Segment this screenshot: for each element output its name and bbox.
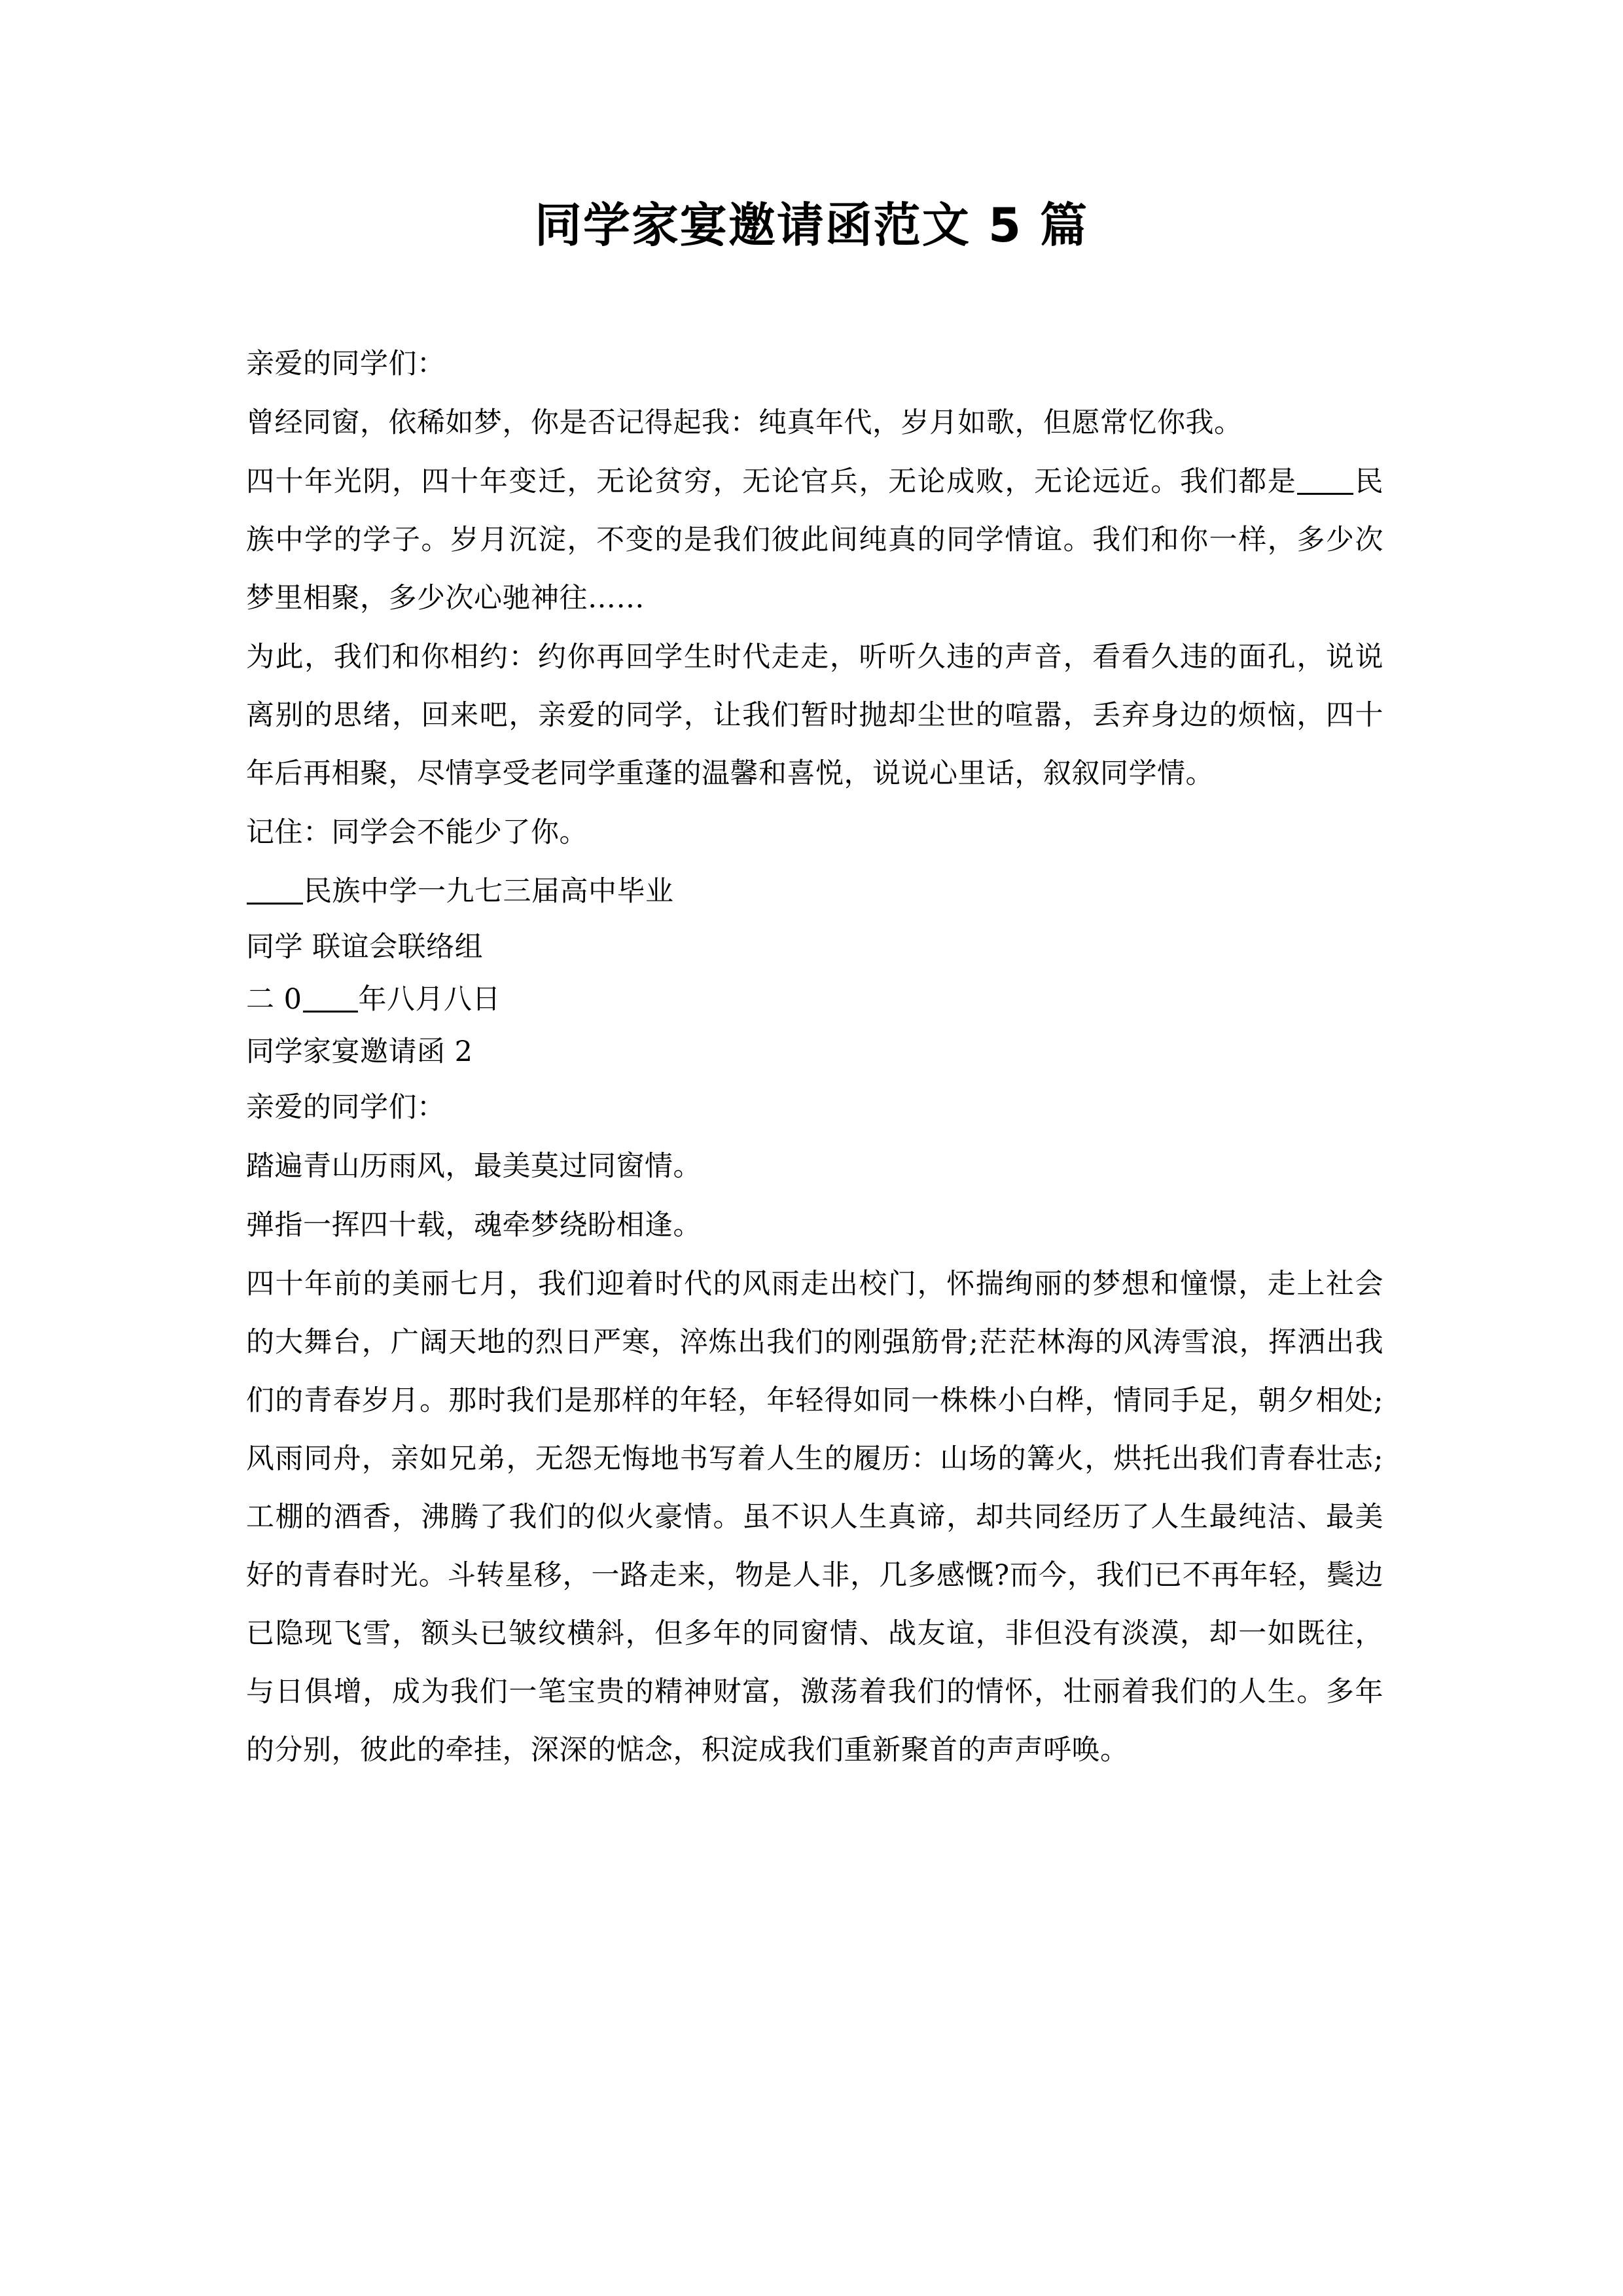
letter1-date-prefix: 二 0 (246, 983, 302, 1016)
letter1-date-suffix: 年八月八日 (358, 983, 501, 1016)
fill-in-blank-school-name[interactable] (1297, 493, 1353, 495)
letter2-verse-2: 弹指一挥四十载，魂牵梦绕盼相逢。 (246, 1209, 702, 1242)
letter1-paragraph-1: 曾经同窗，依稀如梦，你是否记得起我：纯真年代，岁月如歌，但愿常忆你我。 (246, 406, 1243, 439)
letter2-paragraph-1: 四十年前的美丽七月，我们迎着时代的风雨走出校门，怀揣绚丽的梦想和憧憬，走上社会的大舞台，广阔天地的烈日严寒，淬炼出我们的刚强筋骨;茫茫林海的风涛雪浪，挥洒出我们的青春岁月。那时我们是那样的年轻，年轻得如同一株株小白桦，情同手足，朝夕相处;风雨同舟，亲如兄弟，无怨无悔地书写着人生的履历：山场的篝火，烘托出我们青春壮志;工棚的酒香，沸腾了我们的似火豪情。虽不识人生真谛，却共同经历了人生最纯洁、最美好的青春时光。斗转星移，一路走来，物是人非，几多感慨?而今，我们已不再年轻，鬓边已隐现飞雪，额头已皱纹横斜，但多年的同窗情、战友谊，非但没有淡漠，却一如既往，与日俱增，成为我们一笔宝贵的精神财富，激荡着我们的情怀，壮丽着我们的人生。多年的分别，彼此的牵挂，深深的惦念，积淀成我们重新聚首的声声呼唤。 (246, 1268, 1383, 1767)
letter1-signature-school (246, 863, 1383, 921)
letter2-salutation: 亲爱的同学们： (246, 1091, 446, 1124)
document-body (246, 335, 1383, 1780)
letter1-signature-group: 同学 联谊会联络组 (246, 931, 484, 963)
letter1-date (246, 974, 1383, 1026)
letter1-signature-school-text: 民族中学一九七三届高中毕业 (304, 875, 674, 908)
letter1-salutation: 亲爱的同学们： (246, 348, 446, 380)
letter1-paragraph-3: 为此，我们和你相约：约你再回学生时代走走，听听久违的声音，看看久违的面孔，说说离别的思绪，回来吧，亲爱的同学，让我们暂时抛却尘世的喧嚣，丢弃身边的烦恼，四十年后再相聚，尽情享受老同学重蓬的温馨和喜悦，说说心里话，叙叙同学情。 (246, 641, 1383, 790)
fill-in-blank-year[interactable] (303, 1011, 358, 1013)
page-title: 同学家宴邀请函范文 5 篇 (534, 198, 1089, 253)
letter1-paragraph-4: 记住：同学会不能少了你。 (246, 816, 588, 849)
letter1-paragraph-2-text-before-blank: 四十年光阴，四十年变迁，无论贫穷，无论官兵，无论成败，无论远近。我们都是 (246, 465, 1297, 498)
letter2-heading: 同学家宴邀请函 2 (246, 1035, 473, 1068)
fill-in-blank-signature-school[interactable] (247, 903, 303, 905)
letter1-paragraph-2-text-after-blank: 民族中学的学子。岁月沉淀，不变的是我们彼此间纯真的同学情谊。我们和你一样，多少次梦里相聚，多少次心驰神往…… (246, 465, 1384, 615)
letter1-paragraph-2 (246, 453, 1383, 628)
letter2-verse-1: 踏遍青山历雨风，最美莫过同窗情。 (246, 1150, 702, 1183)
